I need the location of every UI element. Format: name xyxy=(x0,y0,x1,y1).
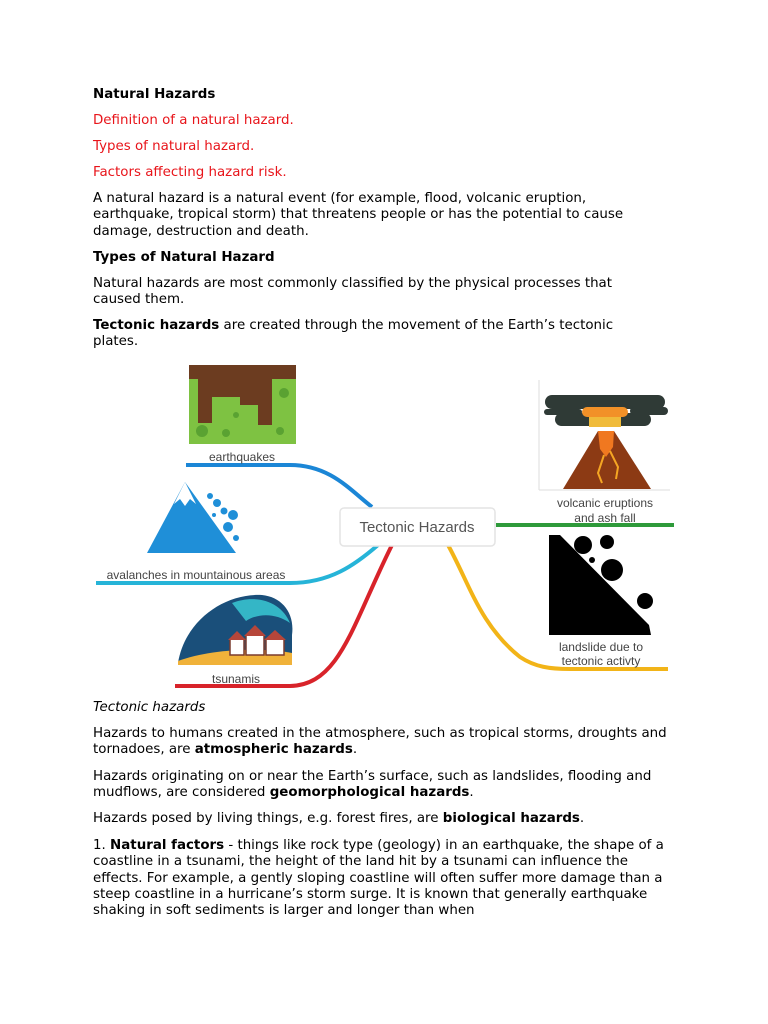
types-heading: Types of Natural Hazard xyxy=(93,250,275,265)
toc-item-factors: Factors affecting hazard risk. xyxy=(93,165,287,180)
geomorph-text: Hazards originating on or near the Earth’s surface, such as landslides, flooding and mudflows, are considered xyxy=(93,769,652,801)
toc-item-definition: Definition of a natural hazard. xyxy=(93,113,294,128)
tectonic-paragraph xyxy=(93,318,655,351)
definition-paragraph: A natural hazard is a natural event (for example, flood, volcanic eruption, earthquake, tropical storm) that threatens people or has the potential to cause damage, destruction and death. xyxy=(93,191,624,239)
atmospheric-end: . xyxy=(352,742,358,758)
volcanic-label-line2: and ash fall xyxy=(574,511,636,525)
avalanche-image xyxy=(147,482,239,553)
biological-bold: biological hazards xyxy=(442,811,580,826)
tectonic-hazards-diagram xyxy=(0,355,768,695)
tsunami-image xyxy=(178,595,292,665)
volcano-image xyxy=(539,380,670,490)
earthquakes-label: earthquakes xyxy=(208,450,276,464)
center-node-label: Tectonic Hazards xyxy=(359,519,475,536)
factors-number: 1. xyxy=(93,838,111,853)
types-intro-paragraph: Natural hazards are most commonly classified by the physical processes that caused them. xyxy=(93,276,613,308)
tsunamis-label: tsunamis xyxy=(211,672,261,686)
geomorph-end: . xyxy=(469,785,474,801)
geomorphological-paragraph xyxy=(93,769,659,802)
landslide-label-line1: landslide due to xyxy=(558,640,644,654)
tectonic-text: are created through the movement of the Earth’s tectonic plates. xyxy=(93,318,614,350)
atmospheric-bold: atmospheric hazards xyxy=(194,742,353,758)
atmospheric-paragraph xyxy=(93,726,673,759)
biological-paragraph xyxy=(93,811,673,827)
earthquake-image xyxy=(189,365,296,444)
landslide-image xyxy=(549,535,653,635)
geomorph-bold: geomorphological hazards xyxy=(269,785,470,801)
natural-factors-paragraph xyxy=(93,838,671,919)
landslide-label-line2: tectonic activty xyxy=(561,654,641,668)
diagram-caption: Tectonic hazards xyxy=(93,700,206,715)
volcanic-label-line1: volcanic eruptions xyxy=(556,496,654,510)
biological-end: . xyxy=(579,811,585,826)
document-title: Natural Hazards xyxy=(93,87,216,102)
tectonic-bold: Tectonic hazards xyxy=(93,318,220,333)
factors-text: - things like rock type (geology) in an earthquake, the shape of a coastline in a tsunami, the height of the land hit by a tsunami can influence the effects. For example, a gently sloping coastline will often suffer more damage than a steep coastline in a hurricane’s storm surge. It is known that generally earthquake shaking in soft sediments is larger and longer than when xyxy=(93,838,664,919)
toc-item-types: Types of natural hazard. xyxy=(93,139,255,154)
atmospheric-text: Hazards to humans created in the atmosphere, such as tropical storms, droughts and tornadoes, are xyxy=(93,726,667,758)
biological-text: Hazards posed by living things, e.g. forest fires, are xyxy=(93,811,443,826)
avalanches-label: avalanches in mountainous areas xyxy=(106,568,286,582)
factors-bold: Natural factors xyxy=(110,838,225,853)
